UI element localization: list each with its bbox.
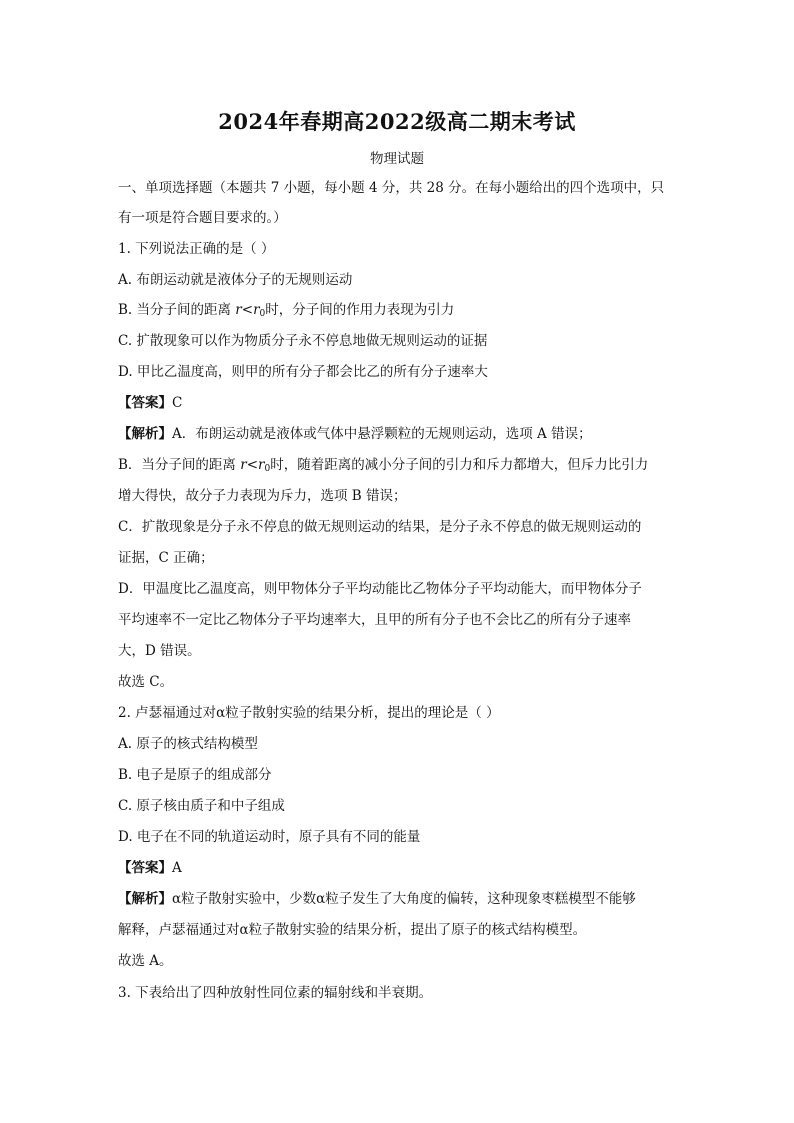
question-1-analysis-a xyxy=(118,424,698,444)
question-1-analysis-b-2: 增大得快，故分子力表现为斥力，选项 B 错误； xyxy=(118,488,407,504)
question-2-conclusion: 故选 A。 xyxy=(118,953,173,969)
question-2-option-a: A. 原子的核式结构模型 xyxy=(118,736,258,752)
analysis-a-text: A．布朗运动就是液体或气体中悬浮颗粒的无规则运动，选项 A 错误； xyxy=(172,426,592,442)
question-1-analysis-b-1 xyxy=(118,455,698,475)
analysis-text: α粒子散射实验中，少数α粒子发生了大角度的偏转，这种现象枣糕模型不能够 xyxy=(172,891,636,907)
formula-r0-subscript: 0 xyxy=(264,464,271,474)
formula-r0: r xyxy=(258,457,265,473)
formula-less-than: < xyxy=(246,457,258,473)
question-2-option-d: D. 电子在不同的轨道运动时，原子具有不同的能量 xyxy=(118,829,421,845)
question-2-analysis-1 xyxy=(118,889,698,909)
question-1-analysis-c-1: C．扩散现象是分子永不停息的做无规则运动的结果，是分子永不停息的做无规则运动的 xyxy=(118,519,642,535)
option-b-text-pre: B. 当分子间的距离 xyxy=(118,302,236,318)
answer-tag: 【答案】 xyxy=(118,860,172,876)
question-3-stem: 3. 下表给出了四种放射性同位素的辐射线和半衰期。 xyxy=(118,985,433,1001)
question-1-option-a: A. 布朗运动就是液体分子的无规则运动 xyxy=(118,272,353,288)
section-heading-line-2: 有一项是符合题目要求的。） xyxy=(118,210,287,226)
formula-r0-subscript: 0 xyxy=(259,309,266,319)
question-1-option-d: D. 甲比乙温度高，则甲的所有分子都会比乙的所有分子速率大 xyxy=(118,364,488,380)
formula-r: r xyxy=(235,302,242,318)
question-1-answer xyxy=(118,393,698,413)
answer-tag: 【答案】 xyxy=(118,395,172,411)
question-1-option-b xyxy=(118,300,698,320)
question-1-conclusion: 故选 C。 xyxy=(118,674,174,690)
page-subtitle: 物理试题 xyxy=(370,151,424,167)
question-1-analysis-d-3: 大，D 错误。 xyxy=(118,643,201,659)
question-2-option-b: B. 电子是原子的组成部分 xyxy=(118,767,272,783)
answer-value: C xyxy=(172,395,183,411)
analysis-b-text-pre: B．当分子间的距离 xyxy=(118,457,241,473)
page-title: 2024年春期高2022级高二期末考试 xyxy=(218,109,576,134)
question-1-analysis-c-2: 证据，C 正确； xyxy=(118,550,214,566)
formula-r: r xyxy=(240,457,247,473)
formula-r0: r xyxy=(253,302,260,318)
analysis-b-text-post: 时，随着距离的减小分子间的引力和斥力都增大，但斥力比引力 xyxy=(270,457,649,473)
question-2-option-c: C. 原子核由质子和中子组成 xyxy=(118,798,285,814)
option-b-text-post: 时，分子间的作用力表现为引力 xyxy=(265,302,455,318)
question-1-stem: 1. 下列说法正确的是（ ） xyxy=(118,241,275,257)
section-heading-line-1: 一、单项选择题（本题共 7 小题，每小题 4 分，共 28 分。在每小题给出的四个选项中，只 xyxy=(118,180,665,196)
analysis-tag: 【解析】 xyxy=(118,426,172,442)
question-2-answer xyxy=(118,858,698,878)
question-1-option-c: C. 扩散现象可以作为物质分子永不停息地做无规则运动的证据 xyxy=(118,333,488,349)
answer-value: A xyxy=(172,860,182,876)
question-2-analysis-2: 解释，卢瑟福通过对α粒子散射实验的结果分析，提出了原子的核式结构模型。 xyxy=(118,922,587,938)
question-1-analysis-d-2: 平均速率不一定比乙物体分子平均速率大，且甲的所有分子也不会比乙的所有分子速率 xyxy=(118,612,631,628)
formula-less-than: < xyxy=(241,302,254,318)
question-2-stem: 2. 卢瑟福通过对α粒子散射实验的结果分析，提出的理论是（ ） xyxy=(118,705,500,721)
question-1-analysis-d-1: D．甲温度比乙温度高，则甲物体分子平均动能比乙物体分子平均动能大，而甲物体分子 xyxy=(118,581,642,597)
analysis-tag: 【解析】 xyxy=(118,891,172,907)
